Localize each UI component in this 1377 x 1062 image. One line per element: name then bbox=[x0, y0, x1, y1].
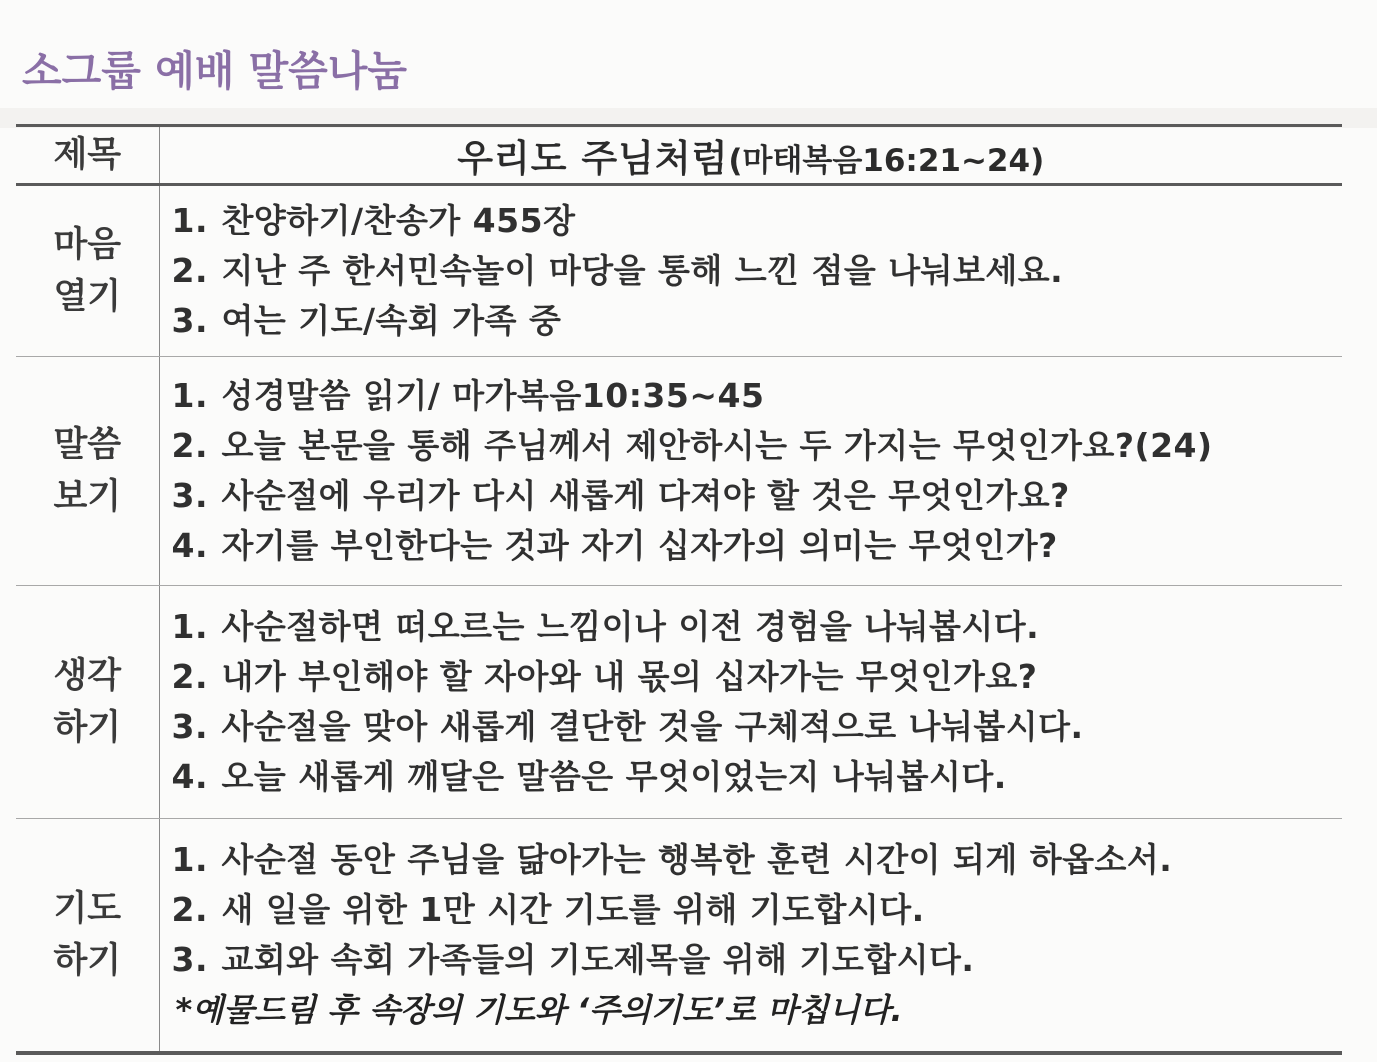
section-label-line: 기도 bbox=[53, 889, 122, 929]
page-title: 소그룹 예배 말씀나눔 bbox=[22, 47, 408, 95]
item-number: 4. bbox=[171, 757, 208, 796]
item-number: 1. bbox=[171, 201, 208, 240]
item-text: 여는 기도/속회 가족 중 bbox=[221, 301, 562, 340]
item-text: 내가 부인해야 할 자아와 내 몫의 십자가는 무엇인가요? bbox=[221, 657, 1038, 696]
section-items bbox=[159, 357, 1342, 586]
list-item bbox=[172, 296, 1343, 346]
title-row bbox=[16, 126, 1342, 185]
list-item bbox=[172, 752, 1343, 802]
section-label-line: 생각 bbox=[53, 656, 122, 696]
section-label-line: 하기 bbox=[53, 708, 122, 748]
section-label bbox=[16, 819, 159, 1054]
item-text: 성경말씀 읽기/ 마가복음10:35~45 bbox=[221, 376, 765, 415]
item-number: 3. bbox=[171, 940, 208, 979]
section-label-line: 열기 bbox=[53, 277, 122, 317]
scripture-reference: (마태복음16:21~24) bbox=[728, 143, 1045, 179]
list-item bbox=[172, 246, 1343, 296]
list-item bbox=[172, 521, 1343, 571]
list-item bbox=[172, 835, 1343, 885]
item-text: 새 일을 위한 1만 시간 기도를 위해 기도합시다. bbox=[221, 890, 925, 929]
title-label: 제목 bbox=[16, 126, 159, 185]
list-item bbox=[172, 702, 1343, 752]
item-text: 사순절하면 떠오르는 느낌이나 이전 경험을 나눠봅시다. bbox=[221, 607, 1040, 646]
item-text: 찬양하기/찬송가 455장 bbox=[221, 201, 576, 240]
item-number: 2. bbox=[171, 890, 208, 929]
item-text: 사순절에 우리가 다시 새롭게 다져야 할 것은 무엇인가요? bbox=[221, 476, 1070, 515]
list-item bbox=[172, 196, 1343, 246]
item-number: 1. bbox=[171, 376, 208, 415]
list-item bbox=[172, 371, 1343, 421]
section-row bbox=[16, 586, 1342, 819]
section-items bbox=[159, 185, 1342, 357]
item-text: 사순절 동안 주님을 닮아가는 행복한 훈련 시간이 되게 하옵소서. bbox=[221, 840, 1173, 879]
item-text: 자기를 부인한다는 것과 자기 십자가의 의미는 무엇인가? bbox=[221, 526, 1058, 565]
closing-note: *예물드림 후 속장의 기도와 ‘주의기도’로 마칩니다. bbox=[175, 991, 903, 1029]
list-item bbox=[172, 935, 1343, 985]
sermon-title-cell bbox=[159, 126, 1342, 185]
item-text: 사순절을 맞아 새롭게 결단한 것을 구체적으로 나눠봅시다. bbox=[221, 707, 1084, 746]
item-number: 3. bbox=[171, 476, 208, 515]
section-label-line: 마음 bbox=[53, 225, 122, 265]
section-items bbox=[159, 586, 1342, 819]
section-row bbox=[16, 819, 1342, 1054]
item-number: 2. bbox=[171, 657, 208, 696]
item-number: 3. bbox=[171, 301, 208, 340]
section-label-line: 말씀 bbox=[53, 425, 122, 465]
section-row bbox=[16, 357, 1342, 586]
section-label bbox=[16, 586, 159, 819]
sermon-title: 우리도 주님처럼 bbox=[457, 137, 729, 180]
section-label bbox=[16, 357, 159, 586]
item-number: 2. bbox=[171, 426, 208, 465]
item-number: 2. bbox=[171, 251, 208, 290]
list-item bbox=[172, 471, 1343, 521]
item-number: 3. bbox=[171, 707, 208, 746]
list-item bbox=[172, 652, 1343, 702]
item-number: 1. bbox=[171, 840, 208, 879]
item-number: 4. bbox=[171, 526, 208, 565]
list-item bbox=[172, 885, 1343, 935]
section-row bbox=[16, 185, 1342, 357]
list-item bbox=[172, 421, 1343, 471]
section-label bbox=[16, 185, 159, 357]
list-item bbox=[172, 602, 1343, 652]
section-label-line: 하기 bbox=[53, 941, 122, 981]
section-label-line: 보기 bbox=[53, 477, 122, 517]
worksheet-table bbox=[16, 124, 1342, 1055]
section-items bbox=[159, 819, 1342, 1054]
item-number: 1. bbox=[171, 607, 208, 646]
item-text: 지난 주 한서민속놀이 마당을 통해 느낀 점을 나눠보세요. bbox=[221, 251, 1064, 290]
item-text: 오늘 본문을 통해 주님께서 제안하시는 두 가지는 무엇인가요?(24) bbox=[221, 426, 1213, 465]
item-text: 교회와 속회 가족들의 기도제목을 위해 기도합시다. bbox=[221, 940, 975, 979]
item-text: 오늘 새롭게 깨달은 말씀은 무엇이었는지 나눠봅시다. bbox=[221, 757, 1007, 796]
